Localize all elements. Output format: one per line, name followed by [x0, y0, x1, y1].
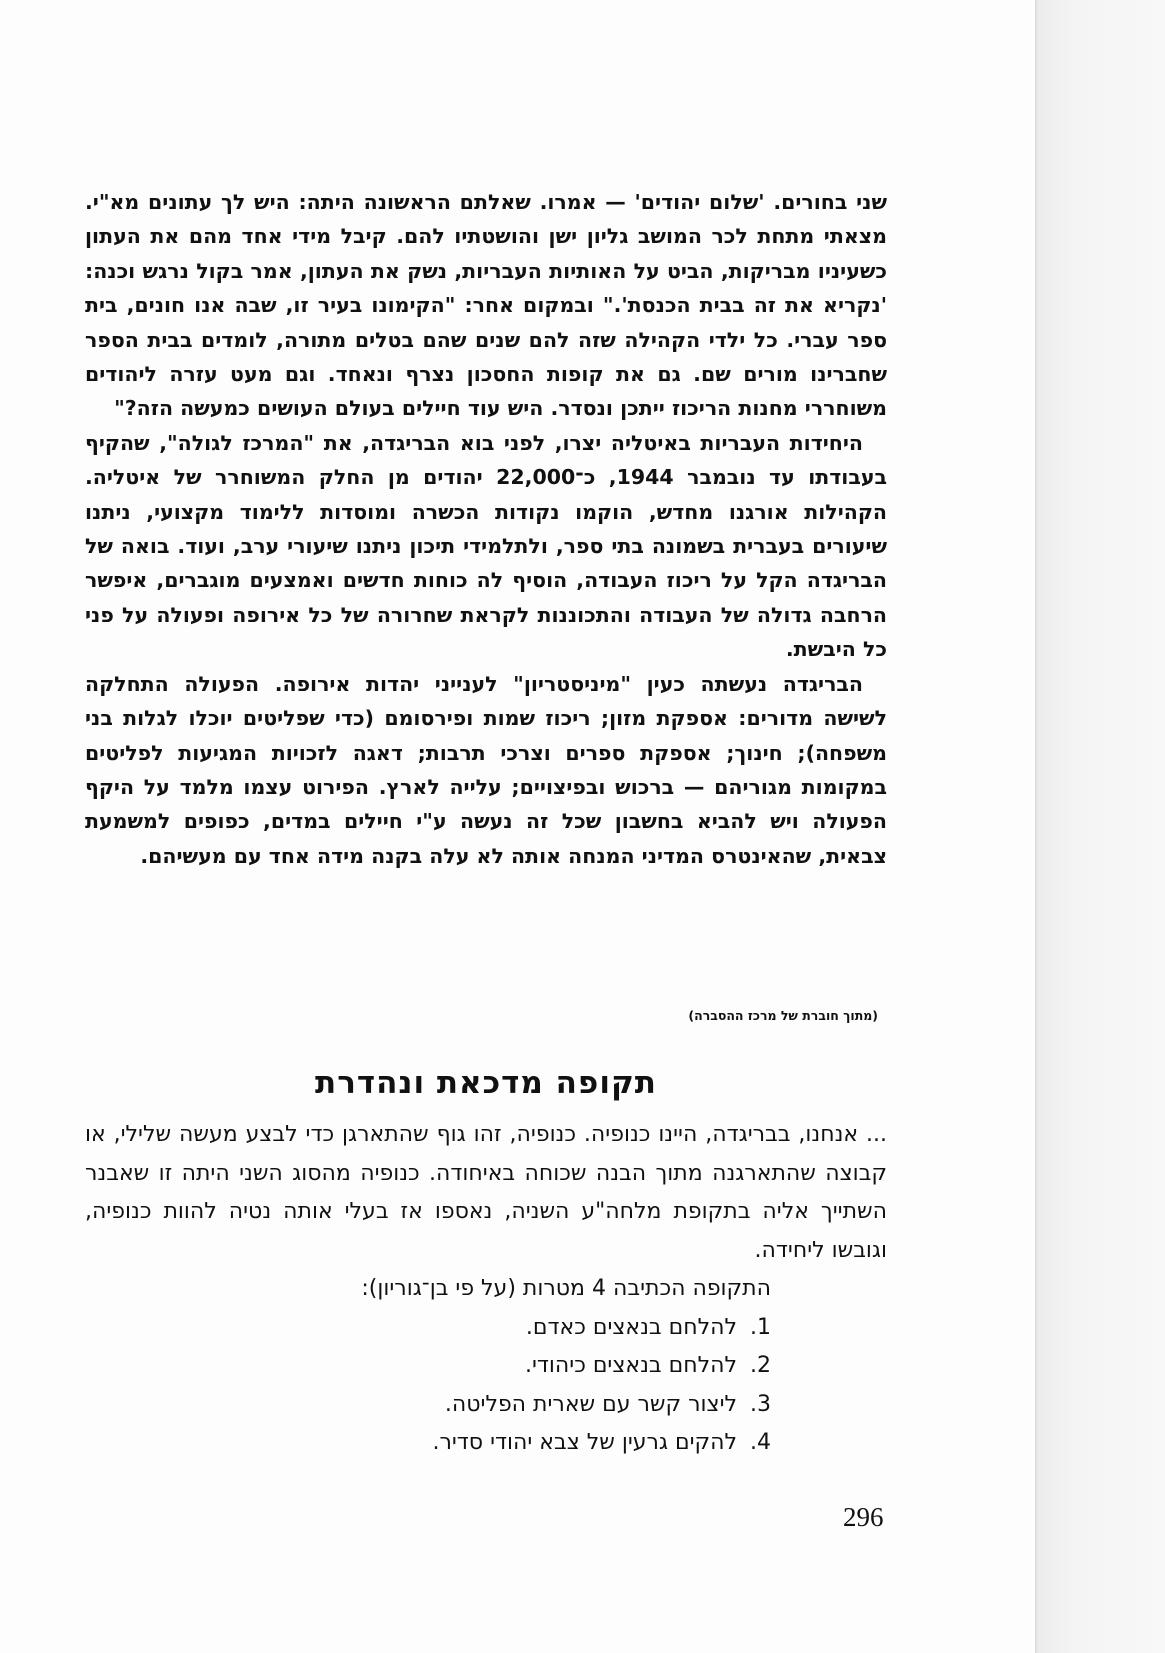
goal-number: 4.	[750, 1430, 771, 1455]
page-number: 296	[843, 1502, 884, 1532]
list-item	[85, 1424, 771, 1463]
goals-list	[85, 1309, 887, 1463]
paragraph-1: שני בחורים. 'שלום יהודים' — אמרו. שאלתם הראשונה היתה: היש לך עתונים מא"י. מצאתי מתחת לכר המושב גליון ישן והושטתיו להם. קיבל מידי אחד מהם את העתון כשעיניו מבריקות, הביט על האותיות העבריות, נשק את העתון, אמר בקול נרגש וכנה: 'נקריא את זה בבית הכנסת'." ובמקום אחר: "הקימונו בעיר זו, שבה אנו חונים, בית ספר עברי. כל ילדי הקהילה שזה להם שנים שהם בטלים מתורה, לומדים בבית הספר שחברינו מורים שם. גם את קופות החסכון נצרף ונאחד. וגם מעט עזרה ליהודים משוחררי מחנות הריכוז ייתכן ונסדר. היש עוד חיילים בעולם העושים כמעשה הזה?"	[85, 190, 887, 421]
goals-heading: התקופה הכתיבה 4 מטרות (על פי בן־גוריון):	[361, 1276, 771, 1301]
top-text-block	[85, 185, 887, 873]
page-edge-shadow	[1035, 0, 1165, 1653]
paragraph-2: היחידות העבריות באיטליה יצרו, לפני בוא הבריגדה, את "המרכז לגולה", שהקיף בעבודתו עד נובמבר 1944, כ־22,000 יהודים מן החלק המשוחרר של איטליה. הקהילות אורגנו מחדש, הוקמו נקודות הכשרה ומוסדות ללימוד מקצועי, ניתנו שיעורים בעברית בשמונה בתי ספר, ולתלמידי תיכון ניתנו שיעורי ערב, ועוד. בואה של הבריגדה הקל על ריכוז העבודה, הוסיף לה כוחות חדשים ואמצעים מוגברים, איפשר הרחבה גדולה של העבודה והתכוננות לקראת שחרורה של כל אירופה ופעולה על פני כל היבשת.	[85, 430, 887, 662]
goal-number: 2.	[750, 1353, 771, 1378]
goal-text: להלחם בנאצים כאדם.	[525, 1314, 737, 1340]
paragraph-3: הבריגדה נעשתה כעין "מיניסטריון" לענייני יהדות אירופה. הפעולה התחלקה לשישה מדורים: אספקת מזון; ריכוז שמות ופירסומם (כדי שפליטים יוכלו לגלות בני משפחה); חינוך; אספקת ספרים וצרכי תרבות; דאגה לזכויות המגיעות לפליטים במקומות מגוריהם — ברכוש ובפיצויים; עלייה לארץ. הפירוט עצמו מלמד על היקף הפעולה ויש להביא בחשבון שכל זה נעשה ע"י חיילים במדים, כפופים למשמעת צבאית, שהאינטרס המדיני המנחה אותה לא עלה בקנה מידה אחד עם מעשיהם.	[85, 671, 887, 868]
goal-number: 3.	[750, 1391, 771, 1417]
list-item	[85, 1347, 771, 1386]
goal-text: להקים גרעין של צבא יהודי סדיר.	[432, 1430, 737, 1455]
second-text-block	[85, 1116, 887, 1463]
list-item	[85, 1309, 771, 1348]
goal-text: להלחם בנאצים כיהודי.	[525, 1353, 737, 1378]
section-title: תקופה מדכאת ונהדרת	[315, 1065, 657, 1101]
intro-paragraph: ... אנחנו, בבריגדה, היינו כנופיה. כנופיה, זהו גוף שהתארגן כדי לבצע מעשה שלילי, או קבוצה שהתארגנה מתוך הבנה שכוחה באיחודה. כנופיה מהסוג השני היתה זו שאבנר השתייך אליה בתקופת מלחה"ע השניה, נאספו אז בעלי אותה נטיה להוות כנופיה, וגובשו ליחידה.	[85, 1122, 887, 1263]
list-item	[85, 1386, 771, 1425]
goal-number: 1.	[750, 1314, 771, 1340]
source-note: (מתוך חוברת של מרכז ההסברה)	[688, 1008, 878, 1023]
goal-text: ליצור קשר עם שארית הפליטה.	[444, 1391, 737, 1417]
